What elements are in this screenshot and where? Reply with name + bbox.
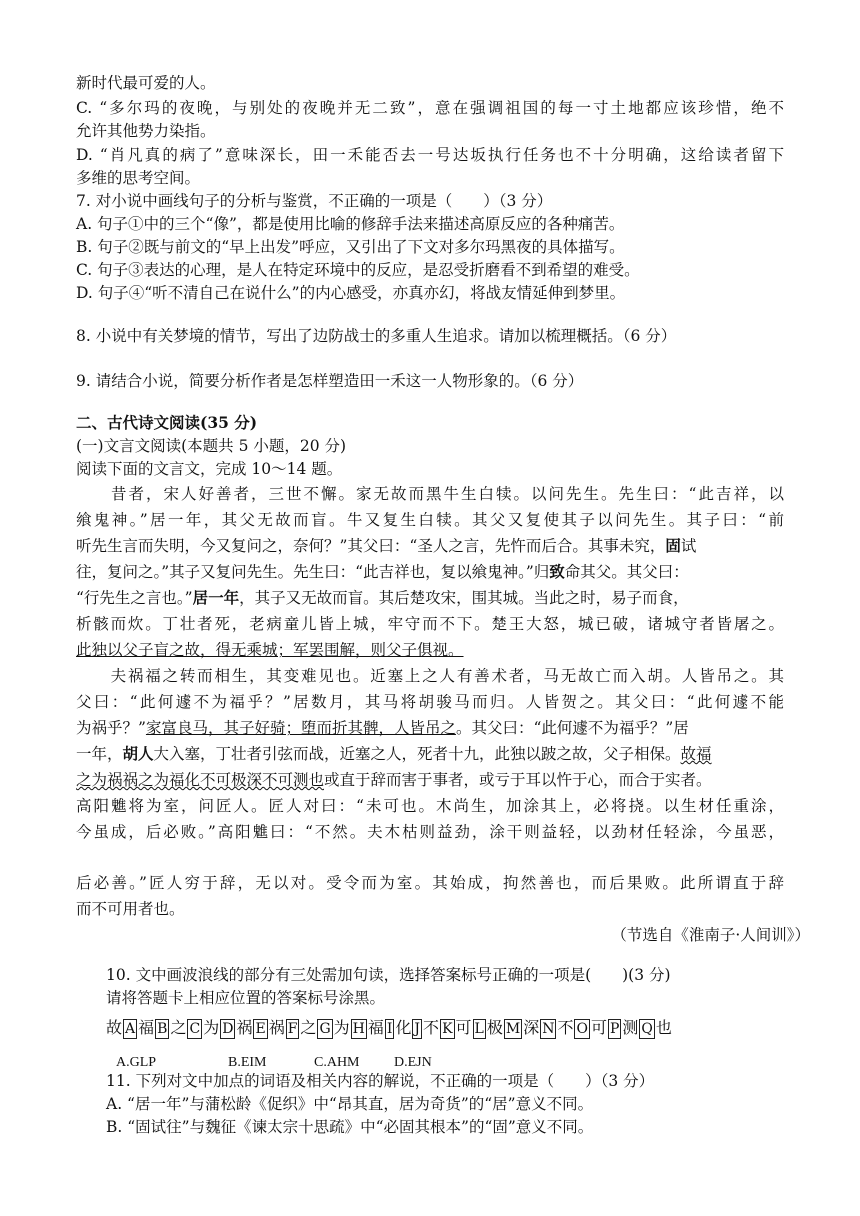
q10-char: 祸 <box>236 1018 253 1037</box>
q10-option-b: B.EIM <box>228 1055 267 1070</box>
q10-label-box-g: G <box>319 1021 331 1037</box>
q6-continuation: 新时代最可爱的人。 <box>76 74 216 92</box>
underlined-sentence: 家富良马，其子好骑；堕而折其髀，人皆吊之 <box>145 719 456 737</box>
q11-stem: 11. 下列对文中加点的词语及相关内容的解说，不正确的一项是（ ）（3 分） <box>106 1072 655 1090</box>
passage-line-11-mid: 大入塞，丁壮者引弦而战，近塞之人，死者十九，此独以跛之故，父子相保。 <box>153 745 681 763</box>
q7-option-b: B. 句子②既与前文的“早上出发”呼应，又引出了下文对多尔玛黑夜的具体描写。 <box>76 238 625 256</box>
dotted-word-zhi: 致 <box>549 562 565 581</box>
passage-line-5 <box>76 587 784 609</box>
q10-char: 极 <box>486 1018 503 1037</box>
passage-line-11 <box>76 743 784 765</box>
q10-char: 不 <box>557 1018 574 1037</box>
wavy-underline-sentence: 之为祸祸之为福化不可极深不可测也 <box>76 771 325 789</box>
q7-option-a: A. 句子①中的三个“像”，都是使用比喻的修辞手法来描述高原反应的各种痛苦。 <box>76 215 625 233</box>
passage-line-12 <box>76 769 784 791</box>
q7-option-d: D. 句子④“听不清自己在说什么”的内心感受，亦真亦幻，将战友情延伸到梦里。 <box>76 284 626 302</box>
q6-option-c-line2: 允许其他势力染指。 <box>76 122 216 140</box>
q10-char: 化 <box>395 1018 412 1037</box>
q10-label-box-q: Q <box>641 1021 653 1037</box>
q10-option-a: A.GLP <box>116 1055 157 1070</box>
q10-option-c: C.AHM <box>314 1055 360 1070</box>
q10-char: 深 <box>523 1018 540 1037</box>
passage-line-10 <box>76 717 784 739</box>
q10-char: 测 <box>622 1018 639 1037</box>
q10-label-box-f: F <box>287 1021 298 1037</box>
passage-line-1: 昔者，宋人好善者，三世不懈。家无故而黑牛生白犊。以问先生。先生曰：“此吉祥，以 <box>76 485 784 503</box>
q6-option-d-line2: 多维的思考空间。 <box>76 169 201 187</box>
passage-line-13: 高阳魋将为室，问匠人。匠人对曰：“未可也。木尚生，加涂其上，必将挠。以生材任重涂， <box>76 797 784 815</box>
passage-line-4-end: 命其父。其父曰： <box>564 563 689 581</box>
passage-line-3 <box>76 535 784 557</box>
dotted-word-ju-yi-nian: 居一年 <box>192 588 240 607</box>
q10-label-box-k: K <box>442 1021 453 1037</box>
passage-line-9: 父曰：“此何遽不为福乎？”居数月，其马将胡骏马而归。人皆贺之。其父曰：“此何遽不能 <box>76 693 784 711</box>
q10-char: 之 <box>170 1018 187 1037</box>
q10-label-box-p: P <box>609 1021 620 1037</box>
dotted-word-hu-ren: 胡人 <box>122 744 154 763</box>
q10-note: 请将答题卡上相应位置的答案标号涂黑。 <box>106 989 386 1007</box>
passage-line-5-end: ，其子又无故而盲。其后楚攻宋，围其城。当此之时，易子而食， <box>239 589 689 607</box>
passage-line-10-end: 。其父曰：“此何遽不为福乎？”居 <box>455 719 689 737</box>
passage-line-14: 今虽成，后必败。”高阳魋曰：“不然。夫木枯则益劲，涂干则益轻，以劲材任轻涂，今虽恶， <box>76 823 784 841</box>
q10-char: 可 <box>455 1018 472 1037</box>
passage-line-2: 飨鬼神。”居一年，其父无故而盲。牛又复生白犊。其父又复使其子以问先生。其子曰：“前 <box>76 511 784 529</box>
q7-stem: 7. 对小说中画线句子的分析与鉴赏，不正确的一项是（ ）（3 分） <box>76 192 553 210</box>
q10-char: 福 <box>367 1018 384 1037</box>
q11-option-a: A. “居一年”与蒲松龄《促织》中“昂其直，居为奇货”的“居”意义不同。 <box>106 1095 594 1113</box>
q10-label-box-e: E <box>255 1021 266 1037</box>
q10-label-box-m: M <box>505 1021 521 1037</box>
passage-line-16: 而不可用者也。 <box>76 900 185 918</box>
wavy-underline-start: 故福 <box>680 745 712 763</box>
q10-char: 不 <box>423 1018 440 1037</box>
dotted-word-gu: 固 <box>665 536 681 555</box>
q10-label-box-l: L <box>474 1021 484 1037</box>
q10-char: 故 <box>106 1018 123 1037</box>
q10-char: 之 <box>300 1018 317 1037</box>
passage-line-5-text: “行先生之言也。” <box>76 589 193 607</box>
passage-line-15: 后必善。”匠人穷于辞，无以对。受令而为室。其始成，拘然善也，而后果败。此所谓直于辞 <box>76 874 784 892</box>
passage-line-3-text: 听先生言而失明，今又复问之，奈何？”其父曰：“圣人之言，先忤而后合。其事未究， <box>76 537 666 555</box>
q10-label-box-i: I <box>386 1021 393 1037</box>
q8-question: 8. 小说中有关梦境的情节，写出了边防战士的多重人生追求。请加以梳理概括。（6 分） <box>76 327 677 345</box>
q10-stem: 10. 文中画波浪线的部分有三处需加句读，选择答案标号正确的一项是( )(3 分) <box>106 966 671 984</box>
section2-instruction: 阅读下面的文言文，完成 10～14 题。 <box>76 460 343 478</box>
section2-subtitle: (一)文言文阅读(本题共 5 小题，20 分) <box>76 437 347 455</box>
q10-label-box-o: O <box>576 1021 588 1037</box>
passage-source: （节选自《淮南子·人间训》） <box>611 926 810 944</box>
section2-title: 二、古代诗文阅读(35 分) <box>76 413 258 432</box>
passage-line-10-text: 为祸乎？” <box>76 719 146 737</box>
q10-char: 为 <box>203 1018 220 1037</box>
q10-label-box-b: B <box>157 1021 168 1037</box>
q10-option-d: D.EJN <box>394 1055 432 1070</box>
q6-option-c-line1: C. “多尔玛的夜晚，与别处的夜晚并无二致”，意在强调祖国的每一寸土地都应该珍惜，绝不 <box>76 99 784 117</box>
passage-line-7-underlined: 此独以父子盲之故，得无乘城；军罢围解，则父子俱视。 <box>76 641 464 659</box>
q10-label-box-n: N <box>542 1021 555 1037</box>
q10-label-box-c: C <box>189 1021 201 1037</box>
q6-option-d-line1: D. “肖凡真的病了”意味深长，田一禾能否去一号达坂执行任务也不十分明确，这给读者留下 <box>76 146 784 164</box>
q10-char: 福 <box>138 1018 155 1037</box>
q10-label-box-d: D <box>222 1021 234 1037</box>
q10-char: 为 <box>333 1018 350 1037</box>
passage-line-4 <box>76 561 784 583</box>
q10-label-box-h: H <box>352 1021 365 1037</box>
passage-line-12-end: 或直于辞而害于事者，或亏于耳以忤于心，而合于实者。 <box>324 771 712 789</box>
q10-char: 祸 <box>268 1018 285 1037</box>
q10-punctuation-sequence <box>106 1017 784 1039</box>
q10-label-box-j: J <box>414 1021 421 1037</box>
passage-line-4-text: 往，复问之。”其子又复问先生。先生曰：“此吉祥也，复以飨鬼神。”归 <box>76 563 550 581</box>
q9-question: 9. 请结合小说，简要分析作者是怎样塑造田一禾这一人物形象的。（6 分） <box>76 372 584 390</box>
q11-option-b: B. “固试往”与魏征《谏太宗十思疏》中“必固其根本”的“固”意义不同。 <box>106 1118 594 1136</box>
q10-char: 也 <box>655 1018 672 1037</box>
passage-line-11-text: 一年， <box>76 745 123 763</box>
q10-char: 可 <box>590 1018 607 1037</box>
passage-line-3-end: 试 <box>680 537 697 555</box>
passage-line-6: 析骸而炊。丁壮者死，老病童儿皆上城，牢守而不下。楚王大怒，城已破，诸城守者皆屠之。 <box>76 615 784 633</box>
passage-line-8: 夫祸福之转而相生，其变难见也。近塞上之人有善术者，马无故亡而入胡。人皆吊之。其 <box>76 667 784 685</box>
q7-option-c: C. 句子③表达的心理，是人在特定环境中的反应，是忍受折磨看不到希望的难受。 <box>76 261 640 279</box>
q10-label-box-a: A <box>125 1021 136 1037</box>
